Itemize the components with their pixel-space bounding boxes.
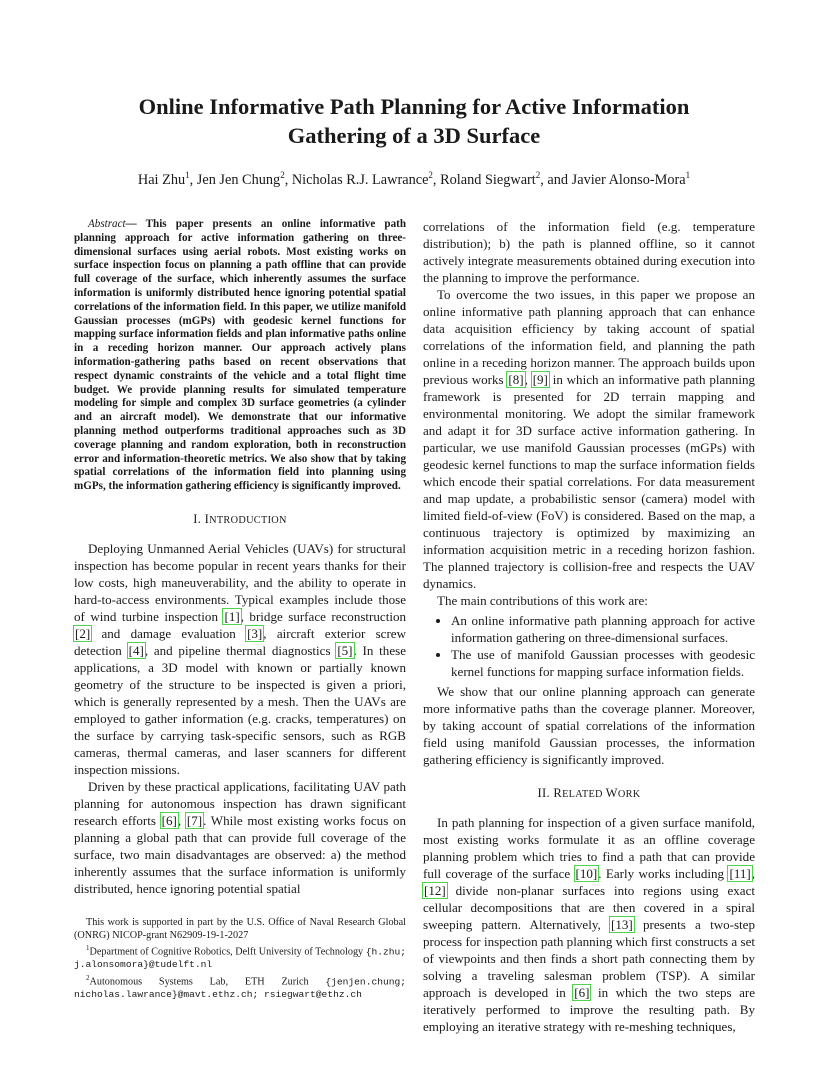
affiliation-footnote: $^1$Department of Cognitive Robotics, Delft University of Technology {h.zhu; j.alonsomora}@tudelft.nl [74, 944, 406, 971]
section-heading-related-work: II. RELATED WORK [537, 786, 641, 800]
citation-link[interactable]: [9] [532, 372, 548, 387]
paragraph: Driven by these practical applications, facilitating UAV path planning for autonomous inspection has drawn significant research efforts [6], [7]. While most existing works focus on planning a global path that can provide full coverage of the surface, two main disadvantages are observed: a) the method inherently assumes that the surface information is uniformly distributed, hence ignoring potential spatial [74, 778, 407, 896]
email-address[interactable]: {jenjen.chung; nicholas.lawrance}@mavt.ethz.ch; rsiegwart@ethz.ch [74, 976, 406, 1000]
paragraph: correlations of the information field (e.g. temperature distribution); b) the path is planned offline, so it cannot actively integrate measurements obtained during execution into the planning to improve the performance. [423, 219, 755, 285]
abstract-text: This paper presents an online informative path planning approach for active information gathering on three-dimensional surfaces using aerial robots. Most existing works on surface inspection focus on planning a path offline that can provide full coverage of the surface, which inherently assumes the surface information is uniformly distributed hence ignoring potential spatial correlations of the information field. In this paper, we utilize manifold Gaussian processes (mGPs) with geodesic kernel functions for mapping surface information fields and plan informative paths online in a receding horizon manner. Our approach actively plans information-gathering paths based on recent observations that respect dynamic constraints of the vehicle and a total flight time budget. We provide planning results for simulated temperature modeling for simple and complex 3D surface geometries (a cylinder and an aircraft model). We demonstrate that our informative planning method outperforms traditional approaches such as 3D coverage planning and random exploration, both in reconstruction error and information-theoretic metrics. We also show that by taking spatial correlations of the information field into planning using mGPs, the information gathering efficiency is significantly improved. [74, 218, 406, 493]
author-affiliation: 2 [280, 170, 285, 180]
author-affiliation: 2 [535, 170, 541, 180]
abstract-label: Abstract [88, 218, 126, 230]
email-address[interactable]: {h.zhu; j.alonsomora}@tudelft.nl [74, 946, 406, 971]
author-affiliation: 1 [185, 170, 190, 180]
paragraph: Deploying Unmanned Aerial Vehicles (UAVs) for structural inspection has become popular in recent years thanks for their low costs, high maneuverability, and the ability to operate in hard-to-access environments. Typical examples include those of wind turbine inspection [1], bridge surface reconstruction [2] and damage evaluation [3], aircraft exterior screw detection [4], and pipeline thermal diagnostics [5]. In these applications, a 3D model with known or partially known geometry of the structure to be inspected is given a priori, which is generally represented by a mesh. Then the UAVs are employed to gather information (e.g. cracks, temperatures) on the surface by carrying task-specific sensors, such as RGB cameras, thermal cameras, and laser scanners for different inspection missions. [74, 540, 407, 777]
author-name: Nicholas R.J. Lawrance [291, 171, 429, 188]
list-item: • An online informative path planning approach for active information gathering on three-dimensional surfaces. [451, 612, 755, 646]
citation-link[interactable]: [2] [75, 625, 91, 641]
author-name: Javier Alonso-Mora [571, 171, 686, 188]
abstract: Abstract— This paper presents an online informative path planning approach for active information gathering on three-dimensional surfaces using aerial robots. Most existing works on surface inspection focus on planning a path offline that can provide full coverage of the surface, which inherently assumes the surface information is uniformly distributed hence ignoring potential spatial correlations of the information field. In this paper, we utilize manifold Gaussian processes (mGPs) with geodesic kernel functions for mapping surface information fields and plan informative paths online in a receding horizon manner. Our approach actively plans information-gathering paths based on recent observations that respect dynamic constraints of the vehicle and a total flight time budget. We provide planning results for simulated temperature modeling for simple and complex 3D surface geometries (a cylinder and an aircraft model). We demonstrate that our informative planning method outperforms traditional approaches such as 3D coverage planning and random exploration, both in reconstruction error and information-theoretic metrics. We also show that by taking spatial correlations of the information field into planning using mGPs, the information gathering efficiency is significantly improved. [74, 218, 406, 493]
paragraph: We show that our online planning approach can generate more informative paths than the coverage planner. Moreover, by taking account of spatial correlations of the information field using manifold Gaussian processes, the information gathering efficiency is significantly improved. [423, 684, 755, 767]
citation-link[interactable]: [11] [729, 866, 751, 881]
author-affiliation: 2 [428, 170, 433, 180]
affiliation-footnote: $^2$Autonomous Systems Lab, ETH Zurich {jenjen.chung; nicholas.lawrance}@mavt.ethz.ch; rsiegwart@ethz.ch [74, 973, 406, 1000]
citation-link[interactable]: [5] [337, 642, 353, 658]
citation-link[interactable]: [13] [611, 917, 633, 932]
citation-link[interactable]: [12] [424, 883, 446, 898]
footnotes [74, 917, 406, 1001]
contributions-intro: The main contributions of this work are: [437, 593, 648, 608]
citation-link[interactable]: [10] [575, 866, 598, 881]
author-list: Hai Zhu$^1$, Jen Jen Chung$^2$, Nicholas R.J. Lawrance$^2$, Roland Siegwart$^2$, and Javier Alonso-Mora$^1$ [137, 170, 691, 188]
citation-link[interactable]: [4] [128, 642, 144, 658]
paragraph: To overcome the two issues, in this paper we propose an online informative path planning approach that can enhance data acquisition efficiency by taking account of spatial correlations of the information field, and planning the path online in a receding horizon manner. The approach builds upon previous works [8], [9] in which an informative path planning framework is presented for 2D terrain mapping and environmental monitoring. We adopt the similar framework and adapt it for 3D surface active information gathering. In particular, we use manifold Gaussian processes (mGPs) with geodesic kernel functions to map the surface information fields which encode their spatial correlations. For data measurement and map update, a probabilistic sensor (camera) model with limited field-of-view (FoV) is considered. Based on the map, a continuous trajectory is optimized by maximizing an information acquisition metric in a receding horizon fashion. The planned trajectory is collision-free and respects the UAV dynamics. [423, 287, 755, 591]
funding-footnote: This work is supported in part by the U.S. Office of Naval Research Global (ONRG) NICOP-grant N62909-19-1-2027 [74, 917, 406, 941]
paper-title: Online Informative Path Planning for Active Information Gathering of a 3D Surface [138, 94, 690, 148]
citation-link[interactable]: [7] [186, 812, 203, 828]
section-heading-introduction: I. INTRODUCTION [193, 511, 287, 526]
contributions-list [423, 612, 755, 680]
citation-link[interactable]: [3] [247, 625, 263, 641]
author-name: Roland Siegwart [440, 171, 536, 188]
author-name: Jen Jen Chung [196, 171, 281, 188]
citation-link[interactable]: [1] [224, 608, 240, 624]
author-affiliation: 1 [685, 170, 691, 180]
author-name: Hai Zhu [137, 171, 186, 188]
left-column [74, 218, 406, 897]
paragraph: In path planning for inspection of a given surface manifold, most existing works formulate it as an offline coverage planning problem which tries to find a path that can provide full coverage of the surface [10]. Early works including [11], [12] divide non-planar surfaces into regions using exact cellular decompositions that are then covered in a spiral sweeping pattern. Alternatively, [13] presents a two-step process for inspection path planning which first constructs a set of viewpoints and then finds a short path connecting them by solving a traveling salesman problem (TSP). A similar approach is developed in [6] in which the two steps are iteratively performed to improve the resulting path. By employing an iterative strategy with re-meshing techniques, [423, 815, 755, 1034]
citation-link[interactable]: [6] [161, 812, 177, 828]
list-item: • The use of manifold Gaussian processes with geodesic kernel functions for mapping surface information fields. [451, 646, 755, 680]
right-column [423, 218, 755, 1035]
arxiv-identifier [12, 265, 54, 745]
citation-link[interactable]: [8] [508, 372, 524, 387]
citation-link[interactable]: [6] [574, 985, 590, 1000]
